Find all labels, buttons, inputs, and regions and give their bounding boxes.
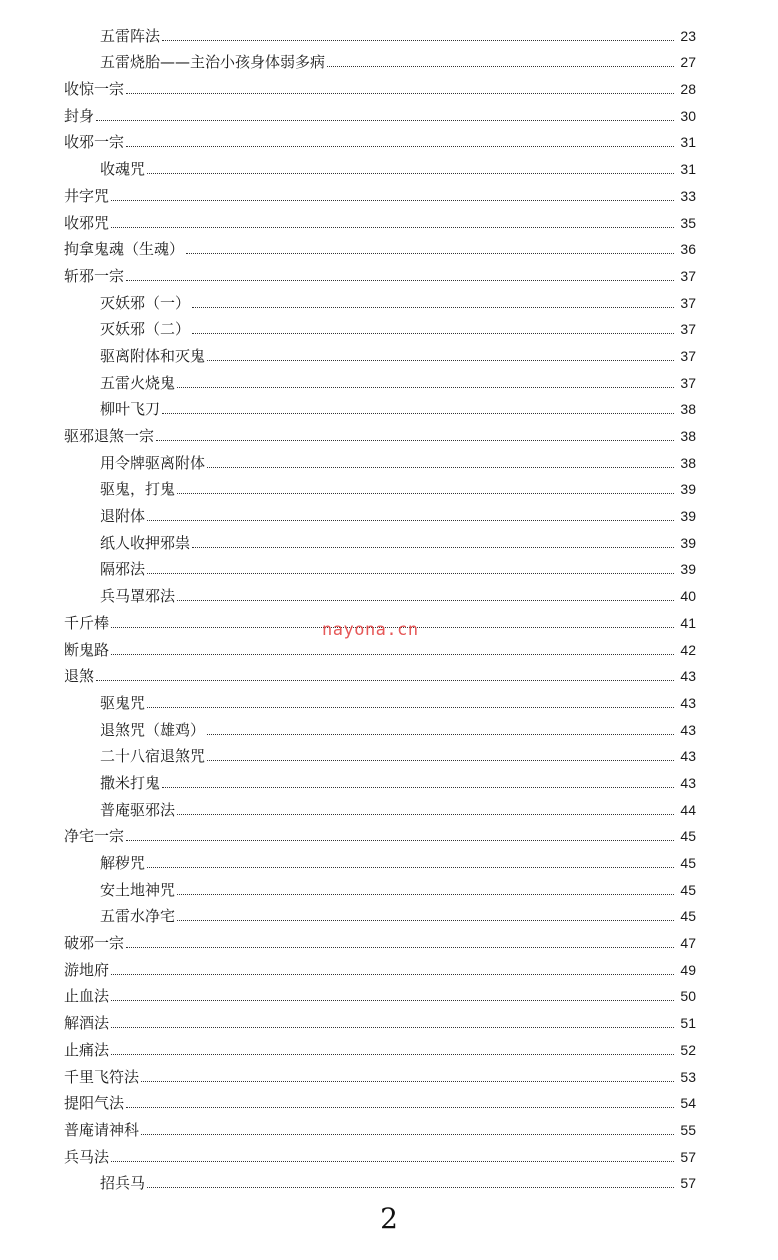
toc-entry-title: 五雷水净宅 xyxy=(100,907,176,926)
toc-entry-title: 安土地神咒 xyxy=(100,880,176,899)
toc-entry-title: 断鬼路 xyxy=(64,640,110,659)
toc-entry[interactable] xyxy=(64,498,696,525)
dot-leader xyxy=(126,947,674,948)
toc-entry-page: 49 xyxy=(680,961,696,978)
dot-leader xyxy=(147,1187,674,1188)
toc-entry[interactable] xyxy=(64,578,696,605)
dot-leader xyxy=(111,974,674,975)
toc-entry[interactable] xyxy=(64,205,696,232)
toc-entry[interactable] xyxy=(64,659,696,686)
toc-entry[interactable] xyxy=(64,338,696,365)
dot-leader xyxy=(111,654,674,655)
toc-entry-title: 游地府 xyxy=(64,960,110,979)
dot-leader xyxy=(141,1134,674,1135)
dot-leader xyxy=(327,66,674,67)
toc-entry-title: 灭妖邪（二） xyxy=(100,320,191,339)
toc-entry[interactable] xyxy=(64,418,696,445)
toc-entry-title: 止血法 xyxy=(64,987,110,1006)
toc-entry-page: 44 xyxy=(680,801,696,818)
toc-entry-title: 柳叶飞刀 xyxy=(100,400,161,419)
toc-entry-page: 57 xyxy=(680,1148,696,1165)
toc-entry[interactable] xyxy=(64,792,696,819)
dot-leader xyxy=(96,120,674,121)
watermark: nayona.cn xyxy=(322,620,419,640)
toc-entry-page: 54 xyxy=(680,1095,696,1112)
dot-leader xyxy=(126,146,674,147)
dot-leader xyxy=(177,387,674,388)
toc-entry-title: 撒米打鬼 xyxy=(100,773,161,792)
toc-entry-page: 37 xyxy=(680,347,696,364)
toc-entry[interactable] xyxy=(64,1166,696,1193)
dot-leader xyxy=(147,173,674,174)
toc-entry[interactable] xyxy=(64,952,696,979)
toc-entry[interactable] xyxy=(64,232,696,259)
toc-entry-page: 37 xyxy=(680,267,696,284)
toc-entry-page: 52 xyxy=(680,1041,696,1058)
toc-entry-title: 隔邪法 xyxy=(100,560,146,579)
toc-entry-page: 30 xyxy=(680,107,696,124)
toc-entry[interactable] xyxy=(64,845,696,872)
toc-entry-title: 封身 xyxy=(64,106,95,125)
toc-entry-page: 28 xyxy=(680,81,696,98)
toc-entry-title: 驱离附体和灭鬼 xyxy=(100,346,206,365)
toc-entry-page: 41 xyxy=(680,614,696,631)
table-of-contents xyxy=(64,18,696,1192)
toc-entry-title: 净宅一宗 xyxy=(64,827,125,846)
dot-leader xyxy=(156,440,674,441)
toc-entry-page: 50 xyxy=(680,988,696,1005)
dot-leader xyxy=(126,1107,674,1108)
toc-entry-title: 普庵驱邪法 xyxy=(100,800,176,819)
toc-entry-page: 53 xyxy=(680,1068,696,1085)
dot-leader xyxy=(147,867,674,868)
toc-entry[interactable] xyxy=(64,258,696,285)
toc-entry-title: 退煞 xyxy=(64,667,95,686)
toc-entry-page: 47 xyxy=(680,935,696,952)
toc-entry-page: 42 xyxy=(680,641,696,658)
toc-entry-page: 45 xyxy=(680,881,696,898)
dot-leader xyxy=(186,253,674,254)
toc-entry-title: 驱鬼咒 xyxy=(100,693,146,712)
toc-entry-title: 灭妖邪（一） xyxy=(100,293,191,312)
toc-entry-page: 40 xyxy=(680,588,696,605)
toc-entry-page: 43 xyxy=(680,694,696,711)
toc-entry-title: 千里飞符法 xyxy=(64,1067,140,1086)
toc-entry[interactable] xyxy=(64,1059,696,1086)
toc-entry-title: 普庵请神科 xyxy=(64,1120,140,1139)
dot-leader xyxy=(177,600,674,601)
toc-entry-page: 31 xyxy=(680,161,696,178)
toc-entry[interactable] xyxy=(64,872,696,899)
dot-leader xyxy=(111,1027,674,1028)
toc-entry-title: 兵马法 xyxy=(64,1147,110,1166)
dot-leader xyxy=(207,360,674,361)
toc-entry[interactable] xyxy=(64,925,696,952)
toc-entry[interactable] xyxy=(64,1032,696,1059)
toc-entry[interactable] xyxy=(64,98,696,125)
toc-entry[interactable] xyxy=(64,525,696,552)
toc-entry-page: 45 xyxy=(680,908,696,925)
toc-entry[interactable] xyxy=(64,45,696,72)
toc-entry-title: 解酒法 xyxy=(64,1014,110,1033)
toc-entry-title: 用令牌驱离附体 xyxy=(100,453,206,472)
toc-entry[interactable] xyxy=(64,712,696,739)
toc-entry[interactable] xyxy=(64,739,696,766)
toc-entry-page: 43 xyxy=(680,721,696,738)
dot-leader xyxy=(162,40,674,41)
dot-leader xyxy=(111,1161,674,1162)
toc-entry-title: 退煞咒（雄鸡） xyxy=(100,720,206,739)
toc-entry-page: 38 xyxy=(680,454,696,471)
dot-leader xyxy=(162,787,674,788)
toc-entry-page: 39 xyxy=(680,561,696,578)
toc-entry[interactable] xyxy=(64,312,696,339)
toc-entry[interactable] xyxy=(64,151,696,178)
dot-leader xyxy=(111,227,674,228)
toc-entry-title: 收惊一宗 xyxy=(64,80,125,99)
toc-entry-title: 解秽咒 xyxy=(100,854,146,872)
toc-entry[interactable] xyxy=(64,1086,696,1113)
toc-entry-title: 五雷火烧鬼 xyxy=(100,373,176,392)
toc-entry-page: 39 xyxy=(680,534,696,551)
dot-leader xyxy=(177,894,674,895)
toc-entry-page: 35 xyxy=(680,214,696,231)
toc-entry-page: 38 xyxy=(680,401,696,418)
toc-entry-title: 井字咒 xyxy=(64,186,110,205)
toc-entry-page: 43 xyxy=(680,774,696,791)
toc-entry[interactable] xyxy=(64,445,696,472)
toc-entry-title: 兵马罩邪法 xyxy=(100,587,176,606)
toc-entry[interactable] xyxy=(64,365,696,392)
toc-entry-title: 斩邪一宗 xyxy=(64,266,125,285)
toc-entry-page: 33 xyxy=(680,187,696,204)
dot-leader xyxy=(177,814,674,815)
dot-leader xyxy=(147,520,674,521)
dot-leader xyxy=(111,1000,674,1001)
dot-leader xyxy=(126,840,674,841)
dot-leader xyxy=(192,307,674,308)
toc-entry-title: 二十八宿退煞咒 xyxy=(100,747,206,766)
toc-entry-title: 提阳气法 xyxy=(64,1094,125,1113)
dot-leader xyxy=(111,200,674,201)
toc-entry-title: 收邪咒 xyxy=(64,213,110,232)
toc-entry[interactable] xyxy=(64,71,696,98)
toc-entry-title: 收邪一宗 xyxy=(64,133,125,152)
toc-entry[interactable] xyxy=(64,979,696,1006)
dot-leader xyxy=(192,547,674,548)
toc-entry[interactable] xyxy=(64,819,696,846)
toc-entry-title: 破邪一宗 xyxy=(64,934,125,953)
dot-leader xyxy=(147,707,674,708)
toc-entry-page: 27 xyxy=(680,54,696,71)
toc-entry[interactable] xyxy=(64,125,696,152)
dot-leader xyxy=(96,680,674,681)
dot-leader xyxy=(177,493,674,494)
toc-entry-page: 43 xyxy=(680,668,696,685)
toc-entry-title: 收魂咒 xyxy=(100,160,146,179)
toc-entry[interactable] xyxy=(64,899,696,926)
toc-entry-title: 拘拿鬼魂（生魂） xyxy=(64,240,185,259)
toc-entry-page: 43 xyxy=(680,748,696,765)
toc-entry-page: 39 xyxy=(680,481,696,498)
toc-entry[interactable] xyxy=(64,552,696,579)
dot-leader xyxy=(126,280,674,281)
dot-leader xyxy=(177,920,674,921)
dot-leader xyxy=(207,467,674,468)
toc-entry-page: 38 xyxy=(680,428,696,444)
toc-entry-title: 千斤棒 xyxy=(64,613,110,632)
toc-entry[interactable] xyxy=(64,1112,696,1139)
toc-entry-page: 45 xyxy=(680,855,696,871)
toc-entry-title: 招兵马 xyxy=(100,1174,146,1193)
dot-leader xyxy=(111,1054,674,1055)
toc-entry-page: 31 xyxy=(680,134,696,151)
toc-entry-title: 驱鬼，打鬼 xyxy=(100,480,176,499)
dot-leader xyxy=(207,734,674,735)
toc-entry-title: 五雷阵法 xyxy=(100,26,161,45)
toc-entry-page: 36 xyxy=(680,241,696,258)
page-number: 2 xyxy=(380,1202,398,1235)
dot-leader xyxy=(126,93,674,94)
toc-entry[interactable] xyxy=(64,18,696,45)
toc-entry[interactable] xyxy=(64,285,696,312)
toc-entry-page: 23 xyxy=(680,27,696,44)
toc-entry-page: 51 xyxy=(680,1015,696,1032)
toc-entry[interactable] xyxy=(64,1139,696,1166)
toc-entry-title: 五雷烧胎——主治小孩身体弱多病 xyxy=(100,53,326,72)
toc-entry-title: 纸人收押邪祟 xyxy=(100,533,191,552)
toc-entry-page: 37 xyxy=(680,294,696,311)
toc-entry[interactable] xyxy=(64,685,696,712)
toc-entry-page: 37 xyxy=(680,321,696,338)
toc-entry-page: 45 xyxy=(680,828,696,845)
dot-leader xyxy=(147,573,674,574)
toc-entry-page: 55 xyxy=(680,1121,696,1138)
toc-entry-page: 37 xyxy=(680,374,696,391)
dot-leader xyxy=(192,333,674,334)
dot-leader xyxy=(141,1081,674,1082)
toc-entry[interactable] xyxy=(64,472,696,499)
toc-entry[interactable] xyxy=(64,178,696,205)
toc-entry-title: 退附体 xyxy=(100,507,146,526)
toc-entry[interactable] xyxy=(64,1005,696,1032)
toc-entry-page: 57 xyxy=(680,1175,696,1192)
dot-leader xyxy=(207,760,674,761)
toc-entry-page: 39 xyxy=(680,508,696,525)
toc-entry[interactable] xyxy=(64,392,696,419)
dot-leader xyxy=(162,413,674,414)
toc-entry-title: 驱邪退煞一宗 xyxy=(64,427,155,445)
toc-entry[interactable] xyxy=(64,765,696,792)
toc-entry-title: 止痛法 xyxy=(64,1040,110,1059)
